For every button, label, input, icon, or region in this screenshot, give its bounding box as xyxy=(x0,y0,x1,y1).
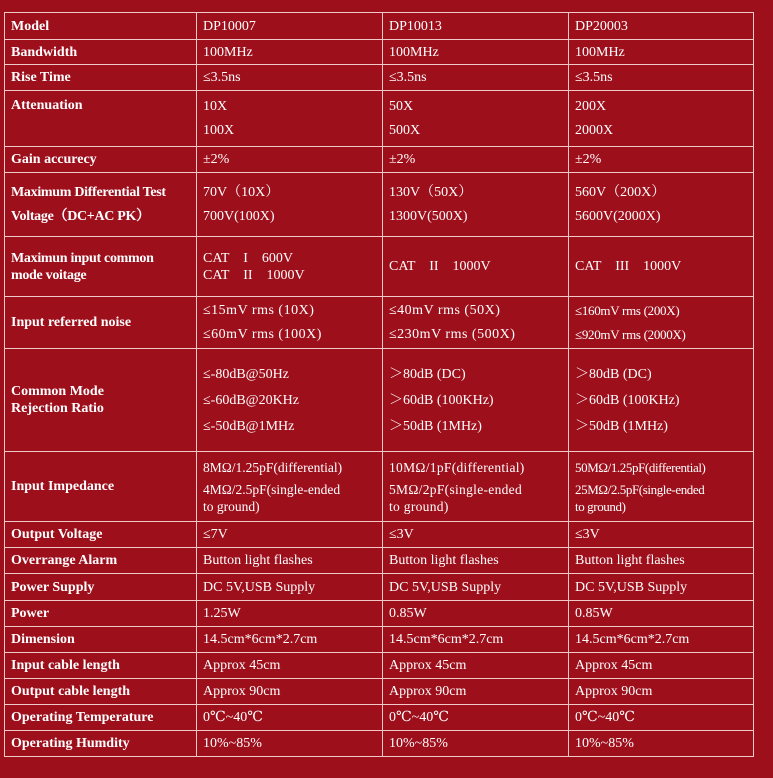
cell-line: to ground) xyxy=(389,498,449,514)
cell: 0.85W xyxy=(569,601,754,627)
row-label: Output cable length xyxy=(5,679,197,705)
cell: 0℃~40℃ xyxy=(569,705,754,731)
cell: ≤3.5ns xyxy=(197,65,383,91)
cell-line: 10MΩ/1pF(differential) xyxy=(389,459,525,475)
cell: 100MHz xyxy=(569,40,754,65)
cell-line: ≤230mV rms (500X) xyxy=(389,327,516,342)
cell xyxy=(383,297,569,349)
row-label: Dimension xyxy=(5,627,197,653)
row-label: Input Impedance xyxy=(5,452,197,522)
cell-line: 2000X xyxy=(575,123,614,138)
cell: ±2% xyxy=(569,147,754,173)
cell: ±2% xyxy=(197,147,383,173)
row-power-supply xyxy=(5,574,754,601)
cell: ≤3V xyxy=(383,522,569,548)
cell: 14.5cm*6cm*2.7cm xyxy=(569,627,754,653)
cell-line: 1300V(500X) xyxy=(389,209,468,224)
header-dp10013: DP10013 xyxy=(383,13,569,40)
cell xyxy=(197,452,383,522)
cell xyxy=(569,349,754,452)
cell: 1.25W xyxy=(197,601,383,627)
row-label: Input cable length xyxy=(5,653,197,679)
cell xyxy=(569,173,754,237)
header-model: Model xyxy=(5,13,197,40)
label-line: Common Mode xyxy=(11,384,104,399)
cell-line: ≤-60dB@20KHz xyxy=(203,392,300,408)
cell-line: 70V（10X） xyxy=(203,185,280,200)
cell-line: 500X xyxy=(389,123,421,138)
cell: Approx 90cm xyxy=(197,679,383,705)
cell: 100MHz xyxy=(383,40,569,65)
row-rise-time xyxy=(5,65,754,91)
row-label: Operating Temperature xyxy=(5,705,197,731)
cell xyxy=(197,173,383,237)
cell-line: to ground) xyxy=(575,498,626,514)
cell-line: ＞80dB (DC) xyxy=(389,366,466,382)
row-label: Power xyxy=(5,601,197,627)
row-max-common xyxy=(5,237,754,297)
row-label: Gain accurecy xyxy=(5,147,197,173)
row-label xyxy=(5,237,197,297)
row-overrange xyxy=(5,548,754,574)
cell xyxy=(569,91,754,147)
cell-line: CAT I 600V xyxy=(203,250,293,266)
cell-line: ≤15mV rms (10X) xyxy=(203,303,315,318)
cell-line: to ground) xyxy=(203,498,260,514)
cell-line: ＞80dB (DC) xyxy=(575,366,652,382)
row-label: Attenuation xyxy=(5,91,197,147)
cell xyxy=(569,297,754,349)
cell xyxy=(569,452,754,522)
row-label xyxy=(5,349,197,452)
cell-line: 700V(100X) xyxy=(203,209,275,224)
cell xyxy=(197,237,383,297)
spec-table-frame xyxy=(4,12,753,776)
cell-line: ＞60dB (100KHz) xyxy=(389,392,494,408)
row-label: Overrange Alarm xyxy=(5,548,197,574)
row-attenuation xyxy=(5,91,754,147)
header-dp10007: DP10007 xyxy=(197,13,383,40)
cell-line: ＞60dB (100KHz) xyxy=(575,392,680,408)
cell: DC 5V,USB Supply xyxy=(197,574,383,601)
row-output-cable xyxy=(5,679,754,705)
cell: DC 5V,USB Supply xyxy=(569,574,754,601)
cell: 10%~85% xyxy=(383,731,569,757)
cell xyxy=(569,237,754,297)
cell: ≤3.5ns xyxy=(383,65,569,91)
cell: 0℃~40℃ xyxy=(383,705,569,731)
row-op-humidity xyxy=(5,731,754,757)
row-input-cable xyxy=(5,653,754,679)
cell-line: 50MΩ/1.25pF(differential) xyxy=(575,459,706,475)
row-power xyxy=(5,601,754,627)
cell: Approx 45cm xyxy=(569,653,754,679)
cell-line: CAT II 1000V xyxy=(203,267,305,283)
cell-line: 25MΩ/2.5pF(single-ended xyxy=(575,481,705,497)
label-line: Voltage（DC+AC PK） xyxy=(11,209,150,224)
cell-line: 100X xyxy=(203,123,235,138)
cell: Approx 45cm xyxy=(383,653,569,679)
cell: ≤7V xyxy=(197,522,383,548)
cell xyxy=(197,297,383,349)
cell-line: 5600V(2000X) xyxy=(575,209,661,224)
cell: DC 5V,USB Supply xyxy=(383,574,569,601)
cell-line: ≤-80dB@50Hz xyxy=(203,366,289,382)
cell: 100MHz xyxy=(197,40,383,65)
cell: Approx 90cm xyxy=(383,679,569,705)
cell-line: 8MΩ/1.25pF(differential) xyxy=(203,459,343,475)
cell: ±2% xyxy=(383,147,569,173)
cell-line: ≤160mV rms (200X) xyxy=(575,303,680,318)
cell-line: 10X xyxy=(203,99,228,114)
cell xyxy=(383,349,569,452)
row-cmrr xyxy=(5,349,754,452)
cell-line: 4MΩ/2.5pF(single-ended xyxy=(203,481,341,497)
row-label: Operating Humdity xyxy=(5,731,197,757)
cell xyxy=(197,349,383,452)
row-label: Output Voltage xyxy=(5,522,197,548)
row-gain xyxy=(5,147,754,173)
label-line: Maximun input common xyxy=(11,250,154,266)
cell xyxy=(197,91,383,147)
cell xyxy=(383,237,569,297)
cell-line: 5MΩ/2pF(single-ended xyxy=(389,481,523,497)
row-label: Rise Time xyxy=(5,65,197,91)
cell xyxy=(383,452,569,522)
cell: 14.5cm*6cm*2.7cm xyxy=(197,627,383,653)
row-label xyxy=(5,173,197,237)
header-dp20003: DP20003 xyxy=(569,13,754,40)
cell: 0.85W xyxy=(383,601,569,627)
label-line: mode voitage xyxy=(11,267,87,283)
cell-line: ≤40mV rms (50X) xyxy=(389,303,501,318)
row-noise xyxy=(5,297,754,349)
cell-line: CAT II 1000V xyxy=(389,259,491,274)
cell: 0℃~40℃ xyxy=(197,705,383,731)
cell: ≤3V xyxy=(569,522,754,548)
header-row xyxy=(5,13,754,40)
cell: 14.5cm*6cm*2.7cm xyxy=(383,627,569,653)
cell: Button light flashes xyxy=(569,548,754,574)
cell xyxy=(383,173,569,237)
cell xyxy=(383,91,569,147)
cell-line: 50X xyxy=(389,99,414,114)
row-op-temp xyxy=(5,705,754,731)
cell-line: 560V（200X） xyxy=(575,185,666,200)
cell-line: 130V（50X） xyxy=(389,185,473,200)
cell-line: ＞50dB (1MHz) xyxy=(575,418,668,434)
row-output-voltage xyxy=(5,522,754,548)
label-line: Rejection Ratio xyxy=(11,401,104,416)
cell: Button light flashes xyxy=(383,548,569,574)
cell-line: ＞50dB (1MHz) xyxy=(389,418,482,434)
cell-line: ≤920mV rms (2000X) xyxy=(575,327,686,342)
row-bandwidth xyxy=(5,40,754,65)
label-line: Maximum Differential Test xyxy=(11,185,166,200)
cell-line: ≤-50dB@1MHz xyxy=(203,418,295,434)
cell: 10%~85% xyxy=(569,731,754,757)
cell: Approx 45cm xyxy=(197,653,383,679)
row-impedance xyxy=(5,452,754,522)
row-label: Input referred noise xyxy=(5,297,197,349)
row-label: Power Supply xyxy=(5,574,197,601)
spec-table xyxy=(4,12,754,757)
cell-line: 200X xyxy=(575,99,607,114)
cell: ≤3.5ns xyxy=(569,65,754,91)
cell: Approx 90cm xyxy=(569,679,754,705)
cell-line: CAT III 1000V xyxy=(575,259,682,274)
cell: Button light flashes xyxy=(197,548,383,574)
cell-line: ≤60mV rms (100X) xyxy=(203,327,322,342)
row-label: Bandwidth xyxy=(5,40,197,65)
cell: 10%~85% xyxy=(197,731,383,757)
row-dimension xyxy=(5,627,754,653)
row-max-diff xyxy=(5,173,754,237)
